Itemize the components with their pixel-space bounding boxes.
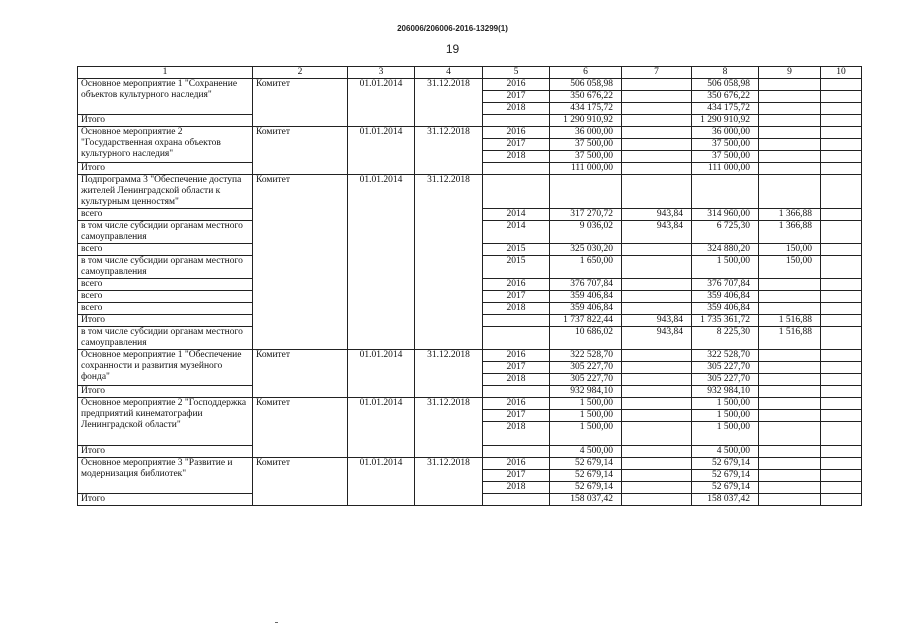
amount-local (759, 279, 821, 291)
amount-total: 1 500,00 (550, 422, 622, 446)
amount-federal (622, 256, 692, 279)
amount-other (821, 163, 862, 175)
year: 2015 (483, 244, 550, 256)
year: 2017 (483, 139, 550, 151)
amount-regional: 434 175,72 (692, 103, 759, 115)
executor: Комитет (253, 398, 348, 458)
executor: Комитет (253, 175, 348, 350)
amount-other (821, 151, 862, 163)
amount-local (759, 458, 821, 470)
year: 2018 (483, 103, 550, 115)
amount-local: 1 366,88 (759, 209, 821, 221)
amount-regional: 1 735 361,72 (692, 315, 759, 327)
amount-total: 36 000,00 (550, 127, 622, 139)
amount-federal (622, 458, 692, 470)
start-date: 01.01.2014 (348, 350, 415, 398)
amount-other (821, 410, 862, 422)
amount-regional: 1 500,00 (692, 256, 759, 279)
amount-federal (622, 386, 692, 398)
row-label: в том числе субсидии органам местного самоуправления (78, 221, 253, 244)
year: 2018 (483, 303, 550, 315)
amount-local (759, 291, 821, 303)
activity-name: Основное мероприятие 2 "Государственная охрана объектов культурного наследия" (78, 127, 253, 163)
start-date: 01.01.2014 (348, 458, 415, 506)
column-number: 9 (759, 67, 821, 79)
amount-regional: 158 037,42 (692, 494, 759, 506)
end-date: 31.12.2018 (415, 350, 483, 398)
amount-federal (622, 494, 692, 506)
year: 2016 (483, 458, 550, 470)
year (483, 315, 550, 327)
column-number: 8 (692, 67, 759, 79)
amount-local (759, 151, 821, 163)
amount-regional: 932 984,10 (692, 386, 759, 398)
amount-regional: 314 960,00 (692, 209, 759, 221)
table-row (78, 79, 862, 91)
amount-other (821, 115, 862, 127)
amount-regional: 37 500,00 (692, 139, 759, 151)
amount-other (821, 103, 862, 115)
amount-local (759, 163, 821, 175)
amount-total: 52 679,14 (550, 482, 622, 494)
amount-regional: 4 500,00 (692, 446, 759, 458)
amount-federal (622, 151, 692, 163)
amount-total: 10 686,02 (550, 327, 622, 350)
year: 2016 (483, 398, 550, 410)
amount-other (821, 315, 862, 327)
total-label: Итого (78, 315, 253, 327)
amount-total: 1 737 822,44 (550, 315, 622, 327)
amount-regional: 322 528,70 (692, 350, 759, 362)
amount-local (759, 303, 821, 315)
amount-local: 1 516,88 (759, 327, 821, 350)
scan-speck (275, 622, 278, 623)
amount-regional: 359 406,84 (692, 303, 759, 315)
row-label: в том числе субсидии органам местного самоуправления (78, 256, 253, 279)
amount-local (759, 422, 821, 446)
amount-federal (622, 103, 692, 115)
amount-federal (622, 482, 692, 494)
amount-local (759, 362, 821, 374)
amount-federal (622, 446, 692, 458)
table-row (78, 127, 862, 139)
amount-local (759, 374, 821, 386)
amount-regional: 506 058,98 (692, 79, 759, 91)
activity-name: Основное мероприятие 2 "Господдержка предприятий кинематографии Ленинградской области" (78, 398, 253, 446)
amount-other (821, 209, 862, 221)
amount-other (821, 362, 862, 374)
amount-federal: 943,84 (622, 221, 692, 244)
amount-regional: 52 679,14 (692, 470, 759, 482)
amount-total: 52 679,14 (550, 470, 622, 482)
row-label: всего (78, 279, 253, 291)
year: 2017 (483, 291, 550, 303)
amount-local (759, 175, 821, 209)
amount-total: 305 227,70 (550, 362, 622, 374)
amount-other (821, 256, 862, 279)
amount-other (821, 175, 862, 209)
amount-total: 325 030,20 (550, 244, 622, 256)
column-number: 3 (348, 67, 415, 79)
start-date: 01.01.2014 (348, 398, 415, 458)
amount-federal (622, 398, 692, 410)
year: 2017 (483, 91, 550, 103)
executor: Комитет (253, 79, 348, 127)
amount-federal (622, 350, 692, 362)
amount-federal (622, 127, 692, 139)
page-number: 19 (445, 42, 460, 56)
amount-local (759, 91, 821, 103)
amount-federal (622, 362, 692, 374)
total-label: Итого (78, 446, 253, 458)
row-label: всего (78, 303, 253, 315)
row-label: всего (78, 244, 253, 256)
amount-total: 317 270,72 (550, 209, 622, 221)
amount-local (759, 139, 821, 151)
amount-local (759, 350, 821, 362)
amount-local (759, 115, 821, 127)
amount-federal (622, 175, 692, 209)
subprogram-name: Подпрограмма 3 "Обеспечение доступа жителей Ленинградской области к культурным ценностям" (78, 175, 253, 209)
amount-local (759, 103, 821, 115)
amount-total: 52 679,14 (550, 458, 622, 470)
amount-local (759, 482, 821, 494)
amount-regional: 305 227,70 (692, 374, 759, 386)
document-code: 206006/206006-2016-13299(1) (397, 24, 508, 33)
amount-local (759, 127, 821, 139)
amount-local (759, 410, 821, 422)
activity-name: Основное мероприятие 1 "Сохранение объектов культурного наследия" (78, 79, 253, 115)
year (483, 494, 550, 506)
row-label: всего (78, 209, 253, 221)
amount-total: 932 984,10 (550, 386, 622, 398)
amount-other (821, 139, 862, 151)
amount-other (821, 494, 862, 506)
amount-regional: 1 500,00 (692, 410, 759, 422)
row-label: всего (78, 291, 253, 303)
amount-other (821, 244, 862, 256)
amount-other (821, 327, 862, 350)
amount-other (821, 386, 862, 398)
amount-other (821, 79, 862, 91)
amount-local: 150,00 (759, 244, 821, 256)
amount-other (821, 350, 862, 362)
subprogram-row (78, 175, 862, 209)
amount-other (821, 482, 862, 494)
amount-regional: 52 679,14 (692, 458, 759, 470)
total-label: Итого (78, 163, 253, 175)
amount-regional (692, 175, 759, 209)
amount-total: 322 528,70 (550, 350, 622, 362)
year: 2014 (483, 209, 550, 221)
amount-federal (622, 79, 692, 91)
total-label: Итого (78, 494, 253, 506)
amount-other (821, 221, 862, 244)
amount-local (759, 446, 821, 458)
amount-total: 111 000,00 (550, 163, 622, 175)
amount-federal (622, 279, 692, 291)
amount-local (759, 79, 821, 91)
amount-local (759, 398, 821, 410)
amount-regional: 52 679,14 (692, 482, 759, 494)
amount-other (821, 470, 862, 482)
amount-local (759, 470, 821, 482)
column-number: 6 (550, 67, 622, 79)
total-label: Итого (78, 115, 253, 127)
amount-regional: 111 000,00 (692, 163, 759, 175)
column-number-row (78, 67, 862, 79)
amount-regional: 37 500,00 (692, 151, 759, 163)
executor: Комитет (253, 127, 348, 175)
amount-other (821, 127, 862, 139)
year (483, 175, 550, 209)
end-date: 31.12.2018 (415, 458, 483, 506)
amount-federal (622, 374, 692, 386)
amount-regional: 324 880,20 (692, 244, 759, 256)
amount-other (821, 91, 862, 103)
amount-federal (622, 410, 692, 422)
amount-total: 359 406,84 (550, 303, 622, 315)
year: 2018 (483, 151, 550, 163)
amount-federal (622, 291, 692, 303)
amount-total: 305 227,70 (550, 374, 622, 386)
amount-total: 434 175,72 (550, 103, 622, 115)
end-date: 31.12.2018 (415, 79, 483, 127)
year (483, 327, 550, 350)
amount-regional: 1 290 910,92 (692, 115, 759, 127)
amount-other (821, 279, 862, 291)
amount-other (821, 446, 862, 458)
amount-other (821, 422, 862, 446)
amount-regional: 6 725,30 (692, 221, 759, 244)
year (483, 115, 550, 127)
year: 2018 (483, 482, 550, 494)
amount-total: 506 058,98 (550, 79, 622, 91)
amount-other (821, 398, 862, 410)
amount-total: 4 500,00 (550, 446, 622, 458)
year: 2014 (483, 221, 550, 244)
year: 2016 (483, 127, 550, 139)
amount-total: 359 406,84 (550, 291, 622, 303)
amount-other (821, 291, 862, 303)
amount-local: 1 516,88 (759, 315, 821, 327)
end-date: 31.12.2018 (415, 398, 483, 458)
start-date: 01.01.2014 (348, 175, 415, 350)
year: 2017 (483, 410, 550, 422)
year: 2015 (483, 256, 550, 279)
amount-regional: 350 676,22 (692, 91, 759, 103)
start-date: 01.01.2014 (348, 79, 415, 127)
year (483, 446, 550, 458)
amount-total: 1 500,00 (550, 398, 622, 410)
table-row (78, 458, 862, 470)
executor: Комитет (253, 458, 348, 506)
column-number: 1 (78, 67, 253, 79)
program-funding-table (77, 66, 862, 506)
amount-total: 1 650,00 (550, 256, 622, 279)
amount-regional: 1 500,00 (692, 422, 759, 446)
amount-regional: 305 227,70 (692, 362, 759, 374)
amount-federal: 943,84 (622, 315, 692, 327)
amount-regional: 8 225,30 (692, 327, 759, 350)
amount-federal: 943,84 (622, 209, 692, 221)
amount-regional: 36 000,00 (692, 127, 759, 139)
year: 2016 (483, 350, 550, 362)
amount-other (821, 303, 862, 315)
year (483, 386, 550, 398)
year: 2017 (483, 470, 550, 482)
amount-total (550, 175, 622, 209)
end-date: 31.12.2018 (415, 175, 483, 350)
start-date: 01.01.2014 (348, 127, 415, 175)
year: 2018 (483, 374, 550, 386)
activity-name: Основное мероприятие 1 "Обеспечение сохранности и развития музейного фонда" (78, 350, 253, 386)
amount-federal (622, 244, 692, 256)
amount-total: 376 707,84 (550, 279, 622, 291)
amount-total: 9 036,02 (550, 221, 622, 244)
year: 2016 (483, 79, 550, 91)
end-date: 31.12.2018 (415, 127, 483, 175)
column-number: 5 (483, 67, 550, 79)
amount-federal (622, 303, 692, 315)
amount-regional: 1 500,00 (692, 398, 759, 410)
year: 2017 (483, 362, 550, 374)
column-number: 4 (415, 67, 483, 79)
column-number: 2 (253, 67, 348, 79)
amount-total: 158 037,42 (550, 494, 622, 506)
amount-federal (622, 91, 692, 103)
amount-local: 150,00 (759, 256, 821, 279)
amount-federal (622, 139, 692, 151)
amount-other (821, 374, 862, 386)
amount-total: 1 290 910,92 (550, 115, 622, 127)
amount-regional: 376 707,84 (692, 279, 759, 291)
amount-federal (622, 115, 692, 127)
activity-name: Основное мероприятие 3 "Развитие и модернизация библиотек" (78, 458, 253, 494)
amount-other (821, 458, 862, 470)
amount-regional: 359 406,84 (692, 291, 759, 303)
amount-federal (622, 422, 692, 446)
column-number: 7 (622, 67, 692, 79)
amount-total: 350 676,22 (550, 91, 622, 103)
row-label: в том числе субсидии органам местного самоуправления (78, 327, 253, 350)
column-number: 10 (821, 67, 862, 79)
amount-total: 1 500,00 (550, 410, 622, 422)
amount-local (759, 386, 821, 398)
amount-total: 37 500,00 (550, 139, 622, 151)
table-row (78, 398, 862, 410)
amount-federal (622, 470, 692, 482)
amount-total: 37 500,00 (550, 151, 622, 163)
amount-local (759, 494, 821, 506)
total-label: Итого (78, 386, 253, 398)
year: 2018 (483, 422, 550, 446)
table-row (78, 350, 862, 362)
amount-local: 1 366,88 (759, 221, 821, 244)
year (483, 163, 550, 175)
amount-federal (622, 163, 692, 175)
executor: Комитет (253, 350, 348, 398)
year: 2016 (483, 279, 550, 291)
amount-federal: 943,84 (622, 327, 692, 350)
